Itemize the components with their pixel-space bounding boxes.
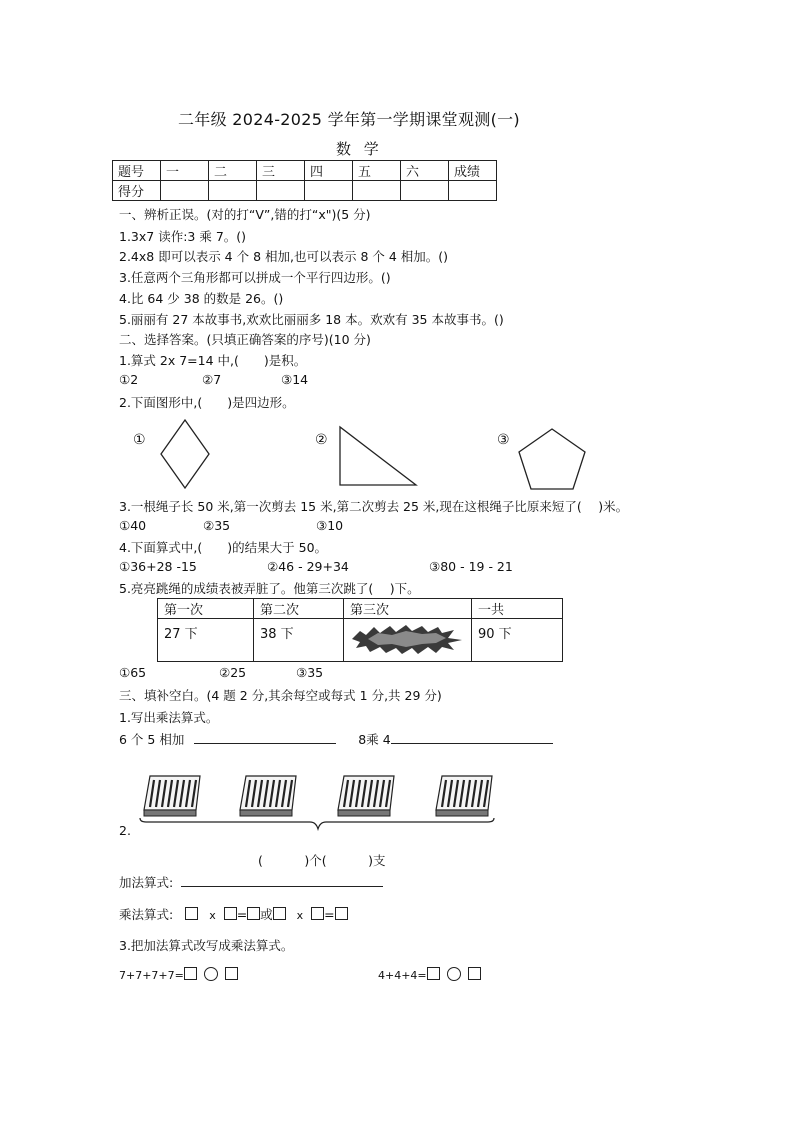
s2-question-2: 2.下面图形中,( )是四边形。 — [119, 395, 295, 410]
s1-question-2: 2.4x8 即可以表示 4 个 8 相加,也可以表示 8 个 4 相加。() — [119, 249, 449, 264]
score-header-cell: 题号 — [113, 161, 161, 181]
score-label-cell: 得分 — [113, 181, 161, 201]
s2-q5-option-2: ②25 — [219, 665, 247, 680]
answer-box[interactable] — [335, 907, 348, 920]
s2-q1-option-1: ①2 — [119, 372, 139, 387]
s1-question-4: 4.比 64 少 38 的数是 26。() — [119, 291, 284, 306]
pencil-box-icon — [436, 776, 492, 816]
pencil-box-icon — [240, 776, 296, 816]
jump-header-cell: 第三次 — [344, 599, 472, 619]
equals-sign: = — [236, 907, 248, 922]
ink-smudge-icon — [344, 621, 468, 657]
subject-title: 数 学 — [336, 140, 383, 158]
jump-header-cell: 第二次 — [254, 599, 344, 619]
s3-question-1: 1.写出乘法算式。 — [119, 710, 219, 725]
s3-q2-groups-line: ( )个( )支 — [258, 853, 386, 868]
s2-q3-option-3: ③10 — [316, 518, 344, 533]
score-header-cell: 五 — [353, 161, 401, 181]
answer-box[interactable] — [247, 907, 260, 920]
section2-heading: 二、选择答案。(只填正确答案的序号)(10 分) — [119, 332, 371, 347]
s2-question-5: 5.亮亮跳绳的成绩表被弄脏了。他第三次跳了( )下。 — [119, 581, 420, 596]
s3-q2-mul-row — [119, 905, 348, 923]
times-sign: x — [296, 909, 304, 922]
answer-circle[interactable] — [447, 967, 461, 981]
score-header-cell: 二 — [209, 161, 257, 181]
s3-q1-row — [119, 730, 553, 748]
s3-question-3: 3.把加法算式改写成乘法算式。 — [119, 938, 294, 953]
s2-q3-option-1: ①40 — [119, 518, 147, 533]
s3-q2-add-label: 加法算式: — [119, 875, 174, 890]
section3-heading: 三、填补空白。(4 题 2 分,其余每空或每式 1 分,共 29 分) — [119, 688, 442, 703]
s3-q2-number: 2. — [119, 823, 131, 838]
s3-q1-part-a: 6 个 5 相加 — [119, 732, 185, 747]
s2-question-4: 4.下面算式中,( )的结果大于 50。 — [119, 540, 328, 555]
score-header-cell: 成绩 — [449, 161, 497, 181]
s2-q5-option-3: ③35 — [296, 665, 324, 680]
jump-header-cell: 一共 — [472, 599, 563, 619]
answer-box[interactable] — [311, 907, 324, 920]
jump-rope-table — [157, 598, 563, 662]
s2-question-1: 1.算式 2x 7=14 中,( )是积。 — [119, 353, 307, 368]
score-input-cell[interactable] — [209, 181, 257, 201]
answer-box[interactable] — [468, 967, 481, 980]
score-input-cell[interactable] — [161, 181, 209, 201]
answer-line[interactable] — [391, 731, 553, 744]
answer-box[interactable] — [427, 967, 440, 980]
s2-q4-option-3: ③80 - 19 - 21 — [429, 559, 513, 574]
score-input-cell[interactable] — [305, 181, 353, 201]
shape-mark-1: ① — [133, 432, 146, 448]
s2-q3-option-2: ②35 — [203, 518, 231, 533]
answer-box[interactable] — [224, 907, 237, 920]
s3-q3-expr-a: 7+7+7+7= — [119, 969, 184, 982]
equals-sign: = — [324, 907, 335, 922]
pencil-boxes-illustration — [138, 774, 500, 834]
triangle-shape — [337, 424, 419, 488]
answer-circle[interactable] — [204, 967, 218, 981]
s2-q4-option-2: ②46 - 29+34 — [267, 559, 349, 574]
score-header-cell: 四 — [305, 161, 353, 181]
s3-q3-expr-b: 4+4+4= — [378, 969, 427, 982]
s2-q1-option-2: ②7 — [202, 372, 222, 387]
brace-icon — [140, 818, 494, 829]
pentagon-shape — [516, 426, 588, 492]
rhombus-shape — [158, 418, 212, 490]
score-header-cell: 三 — [257, 161, 305, 181]
pencil-box-icon — [338, 776, 394, 816]
score-header-cell: 六 — [401, 161, 449, 181]
s1-question-5: 5.丽丽有 27 本故事书,欢欢比丽丽多 18 本。欢欢有 35 本故事书。() — [119, 312, 504, 327]
pencil-box-icon — [144, 776, 200, 816]
answer-box[interactable] — [184, 967, 197, 980]
s2-q5-option-1: ①65 — [119, 665, 147, 680]
score-input-cell[interactable] — [257, 181, 305, 201]
or-text: 或 — [260, 907, 273, 922]
answer-line[interactable] — [194, 731, 336, 744]
score-input-cell[interactable] — [353, 181, 401, 201]
s3-q3-row-b — [378, 967, 481, 982]
smudged-cell — [344, 619, 472, 662]
jump-value-cell: 90 下 — [472, 619, 563, 662]
s3-q3-row-a — [119, 967, 238, 982]
answer-box[interactable] — [225, 967, 238, 980]
shape-mark-3: ③ — [497, 432, 510, 448]
score-input-cell[interactable] — [449, 181, 497, 201]
page-title: 二年级 2024-2025 学年第一学期课堂观测(一) — [178, 110, 520, 129]
s2-question-3: 3.一根绳子长 50 米,第一次剪去 15 米,第二次剪去 25 米,现在这根绳子比原来短了( )米。 — [119, 499, 629, 514]
s1-question-1: 1.3x7 读作:3 乘 7。() — [119, 229, 247, 244]
s2-q4-option-1: ①36+28 -15 — [119, 559, 197, 574]
s1-question-3: 3.任意两个三角形都可以拼成一个平行四边形。() — [119, 270, 391, 285]
s3-q2-add-row — [119, 873, 383, 891]
answer-line[interactable] — [181, 874, 383, 887]
score-input-cell[interactable] — [401, 181, 449, 201]
score-table — [112, 160, 497, 201]
s2-q1-option-3: ③14 — [281, 372, 309, 387]
s3-q2-mul-label: 乘法算式: — [119, 907, 174, 922]
s3-q1-part-b: 8乘 4 — [358, 732, 391, 747]
section1-heading: 一、辨析正误。(对的打“V”,错的打“x")(5 分) — [119, 207, 371, 222]
score-header-cell: 一 — [161, 161, 209, 181]
jump-header-cell: 第一次 — [158, 599, 254, 619]
jump-value-cell: 38 下 — [254, 619, 344, 662]
jump-value-cell: 27 下 — [158, 619, 254, 662]
answer-box[interactable] — [273, 907, 286, 920]
answer-box[interactable] — [185, 907, 198, 920]
times-sign: x — [209, 909, 216, 922]
shape-mark-2: ② — [315, 432, 328, 448]
